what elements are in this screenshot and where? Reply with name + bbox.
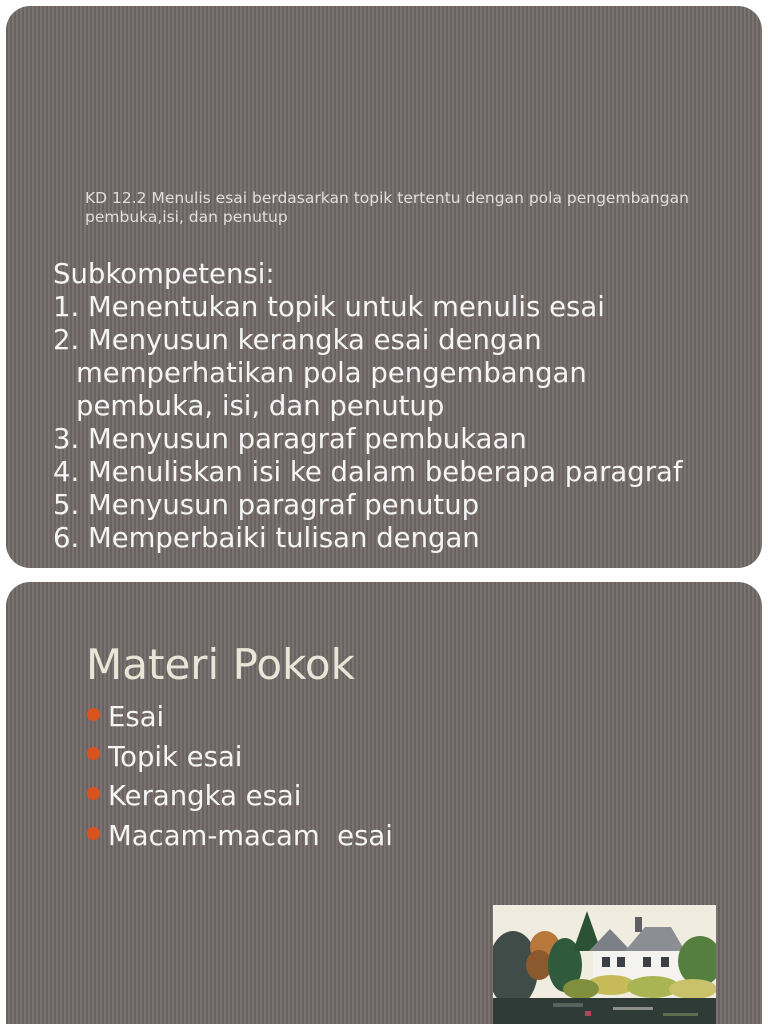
window (661, 957, 669, 967)
subkompetensi-item (53, 522, 758, 555)
subkompetensi-line: 3. Menyusun paragraf pembukaan (53, 423, 527, 455)
subkompetensi-line: 6. Memperbaiki tulisan dengan (53, 522, 480, 554)
pond-reflection (663, 1013, 698, 1016)
bullet-text: Macam-macam esai (108, 820, 393, 853)
kd-text: KD 12.2 Menulis esai berdasarkan topik tertentu dengan pola pengembangan pembuka,isi, dan penutup (85, 189, 689, 226)
subkompetensi-item (53, 423, 758, 456)
bullet-icon (87, 747, 100, 760)
list-item (108, 777, 393, 817)
bullet-icon (87, 708, 100, 721)
list-item (108, 738, 393, 778)
subkompetensi-item (53, 324, 758, 423)
bullet-text: Topik esai (108, 740, 243, 773)
pond-reflection (553, 1003, 583, 1007)
subkompetensi-line: pembuka, isi, dan penutup (76, 390, 445, 422)
window (602, 957, 610, 967)
subkompetensi-line: memperhatikan pola pengembangan (76, 357, 587, 389)
subkompetensi-line: 4. Menuliskan isi ke dalam beberapa paragraf (53, 456, 683, 488)
subkompetensi-list (53, 258, 758, 555)
subkompetensi-item (53, 456, 758, 489)
subkompetensi-item (53, 489, 758, 522)
bullet-icon (87, 827, 100, 840)
window (643, 957, 651, 967)
list-item (108, 817, 393, 857)
slide-materi-pokok (6, 582, 762, 1024)
slide-title: Materi Pokok (86, 640, 355, 689)
materi-bullet-list (108, 698, 393, 857)
list-item (108, 698, 393, 738)
house-landscape-illustration (493, 905, 716, 1024)
subkompetensi-item (53, 291, 758, 324)
bush (669, 979, 716, 999)
bullet-text: Esai (108, 701, 165, 733)
bush (563, 979, 599, 999)
pond (493, 998, 716, 1024)
chimney (635, 917, 642, 932)
bullet-icon (87, 787, 100, 800)
window (617, 957, 625, 967)
slide-subkompetensi (6, 6, 762, 568)
pond-reflection (585, 1011, 591, 1016)
pond-reflection (613, 1007, 653, 1010)
subkompetensi-heading: Subkompetensi: (53, 258, 275, 290)
subkompetensi-line: 1. Menentukan topik untuk menulis esai (53, 291, 605, 323)
bullet-text: Kerangka esai (108, 780, 302, 813)
subkompetensi-line: 2. Menyusun kerangka esai dengan (53, 324, 542, 356)
subkompetensi-line: 5. Menyusun paragraf penutup (53, 489, 480, 521)
house-landscape-picture (493, 905, 716, 1024)
